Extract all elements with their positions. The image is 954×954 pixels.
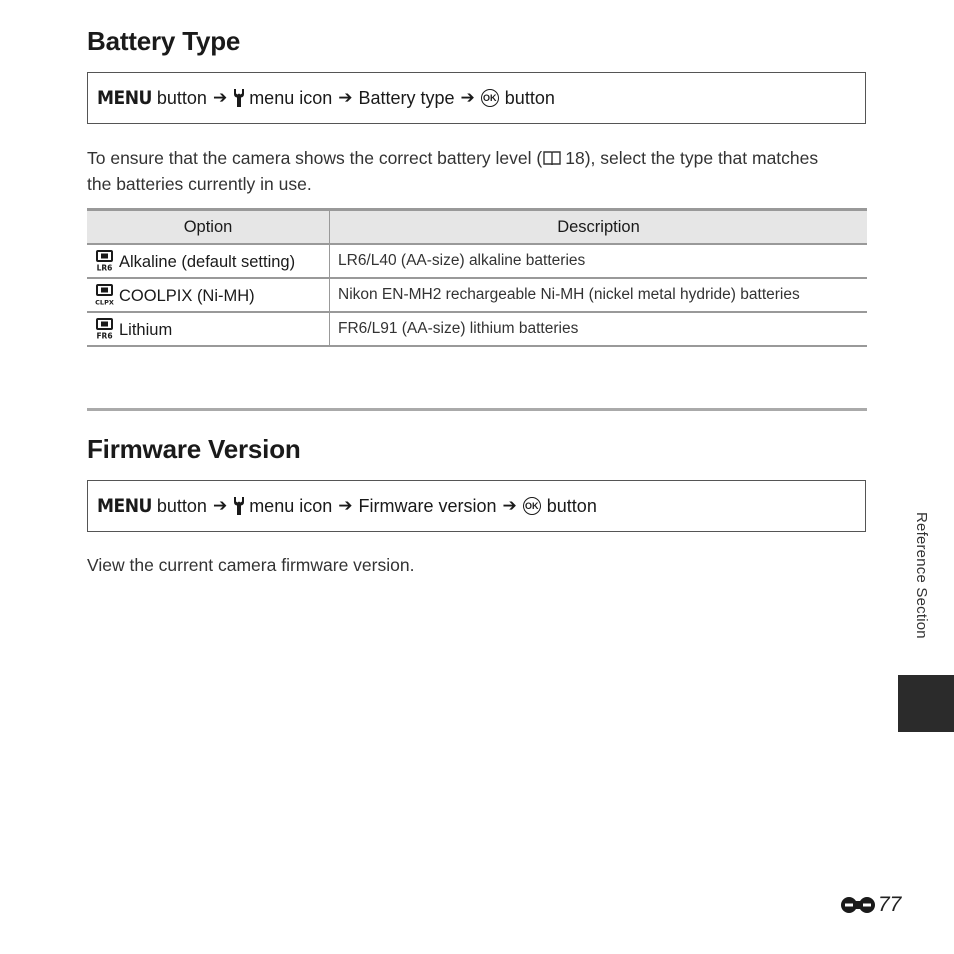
battery-type-nav-path — [87, 72, 866, 124]
para-text-after: ), select the type that matches the batteries currently in use. — [87, 148, 819, 194]
right-arrow-icon: ➔ — [212, 496, 228, 515]
coolpix-battery-icon — [95, 284, 114, 306]
description-cell: LR6/L40 (AA-size) alkaline batteries — [330, 244, 868, 278]
right-arrow-icon: ➔ — [338, 496, 353, 515]
alkaline-battery-icon — [95, 250, 114, 272]
battery-type-description — [87, 145, 847, 197]
right-arrow-icon: ➔ — [212, 88, 228, 107]
wrench-icon — [233, 497, 245, 515]
firmware-version-title: Firmware Version — [87, 434, 301, 464]
battery-type-title: Battery Type — [87, 26, 241, 56]
description-column-header: Description — [330, 210, 868, 245]
section-divider — [87, 408, 867, 411]
page-number — [840, 893, 901, 917]
book-icon — [543, 150, 561, 166]
e-section-icon — [840, 895, 876, 915]
nav-ok-button-label: button — [504, 87, 555, 108]
table-row — [87, 278, 867, 312]
battery-code: FR6 — [96, 331, 113, 340]
section-tab-marker — [898, 675, 954, 732]
reference-section-label: Reference Section — [913, 512, 930, 639]
table-row — [87, 312, 867, 346]
nav-menu-icon-label: menu icon — [249, 87, 333, 108]
nav-button-label: button — [156, 87, 207, 108]
nav-ok-button-label: button — [546, 495, 597, 516]
ok-button-icon: OK — [481, 89, 499, 107]
menu-button-glyph: MENU — [97, 495, 152, 517]
description-cell: Nikon EN-MH2 rechargeable Ni-MH (nickel metal hydride) batteries — [330, 278, 868, 312]
option-label: COOLPIX (Ni-MH) — [119, 287, 255, 305]
right-arrow-icon: ➔ — [460, 88, 475, 107]
option-label: Alkaline (default setting) — [119, 253, 296, 271]
menu-button-glyph: MENU — [97, 87, 152, 109]
right-arrow-icon: ➔ — [502, 496, 517, 515]
right-arrow-icon: ➔ — [338, 88, 353, 107]
firmware-version-description: View the current camera firmware version. — [87, 555, 415, 575]
lithium-battery-icon — [95, 318, 114, 340]
wrench-icon — [233, 89, 245, 107]
option-label: Lithium — [119, 321, 173, 339]
ok-button-icon: OK — [523, 497, 541, 515]
description-cell: FR6/L91 (AA-size) lithium batteries — [330, 312, 868, 346]
option-column-header: Option — [87, 210, 330, 245]
table-row — [87, 244, 867, 278]
para-text-before: To ensure that the camera shows the correct battery level ( — [87, 148, 543, 168]
nav-item-label: Firmware version — [358, 495, 497, 516]
battery-code: LR6 — [96, 263, 113, 272]
firmware-version-nav-path — [87, 480, 866, 532]
option-cell — [87, 244, 330, 278]
battery-options-table — [87, 208, 867, 347]
page-reference[interactable]: 18 — [565, 148, 585, 168]
table-header-row — [87, 210, 867, 245]
option-cell — [87, 312, 330, 346]
page-number-text: 77 — [878, 893, 902, 916]
nav-button-label: button — [156, 495, 207, 516]
nav-menu-icon-label: menu icon — [249, 495, 333, 516]
option-cell — [87, 278, 330, 312]
battery-code: CLPX — [95, 298, 114, 306]
nav-item-label: Battery type — [358, 87, 455, 108]
